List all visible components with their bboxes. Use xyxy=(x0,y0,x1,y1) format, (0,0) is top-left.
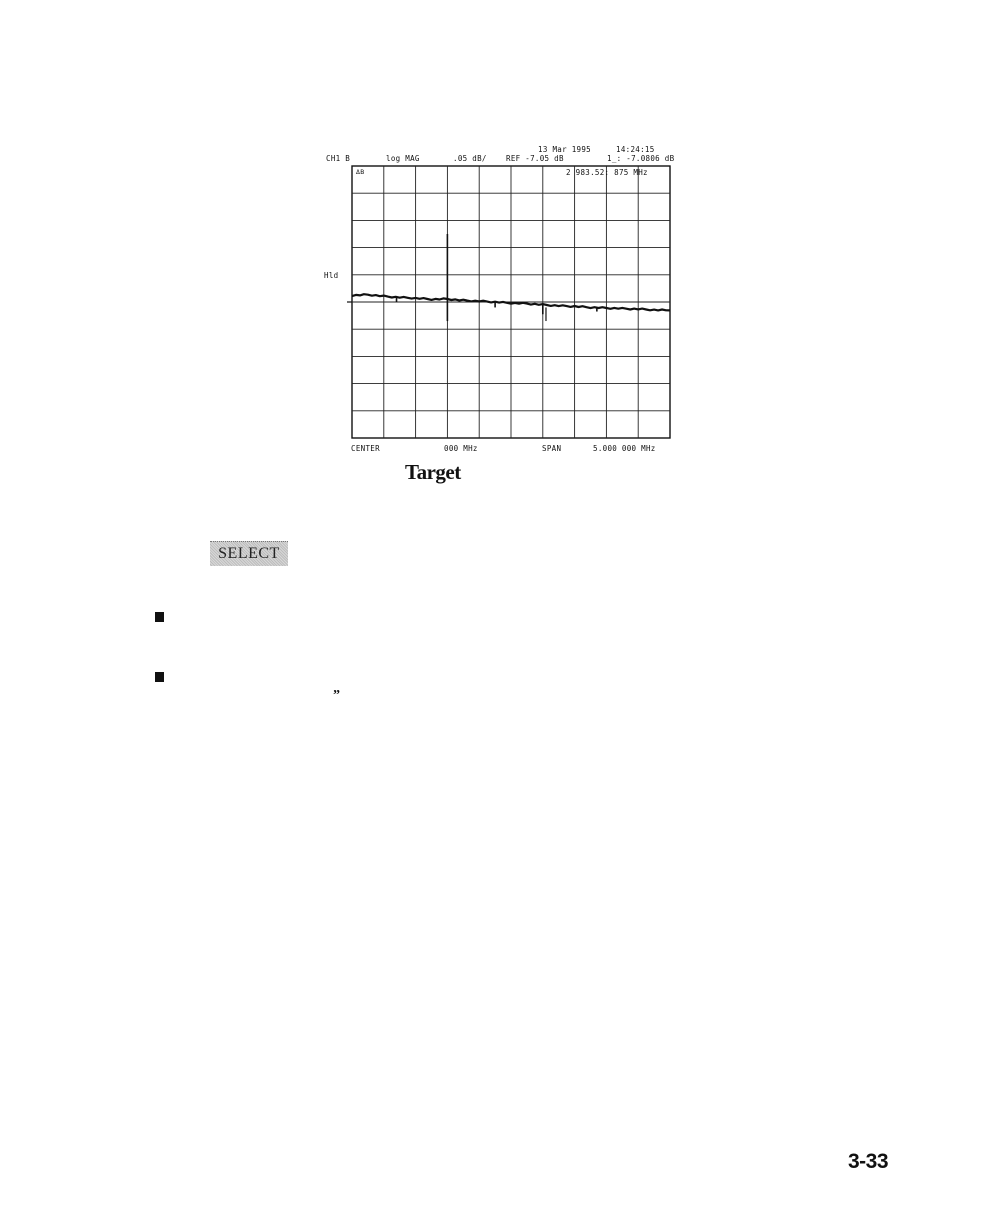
page-number: 3-33 xyxy=(848,1150,889,1173)
plot-time: 14:24:15 xyxy=(616,145,655,154)
quote-mark: ” xyxy=(333,688,340,703)
center-label: CENTER xyxy=(351,444,380,453)
figure-caption: Target xyxy=(405,460,461,484)
analyzer-plot xyxy=(320,138,685,458)
span-value: 5.000 000 MHz xyxy=(593,444,656,453)
center-value: 000 MHz xyxy=(444,444,478,453)
span-label: SPAN xyxy=(542,444,562,453)
marker-readout: 1_: -7.0806 dB xyxy=(607,154,675,163)
plot-date: 13 Mar 1995 xyxy=(538,145,591,154)
select-key-label: SELECT xyxy=(218,545,280,562)
graticule xyxy=(352,166,670,438)
trace-layer xyxy=(347,234,670,321)
trace-plot xyxy=(320,138,685,458)
bullet-1 xyxy=(155,612,164,622)
hold-label: Hld xyxy=(324,271,339,280)
marker-frequency: 2 983.52: 875 MHz xyxy=(566,168,648,177)
delta-box-label: ΔB xyxy=(356,168,365,176)
channel-label: CH1 B xyxy=(326,154,351,163)
format-label: log MAG xyxy=(386,154,420,163)
scale-label: .05 dB/ xyxy=(453,154,487,163)
bullet-2 xyxy=(155,672,164,682)
select-key[interactable] xyxy=(210,541,288,566)
reference-label: REF -7.05 dB xyxy=(506,154,564,163)
